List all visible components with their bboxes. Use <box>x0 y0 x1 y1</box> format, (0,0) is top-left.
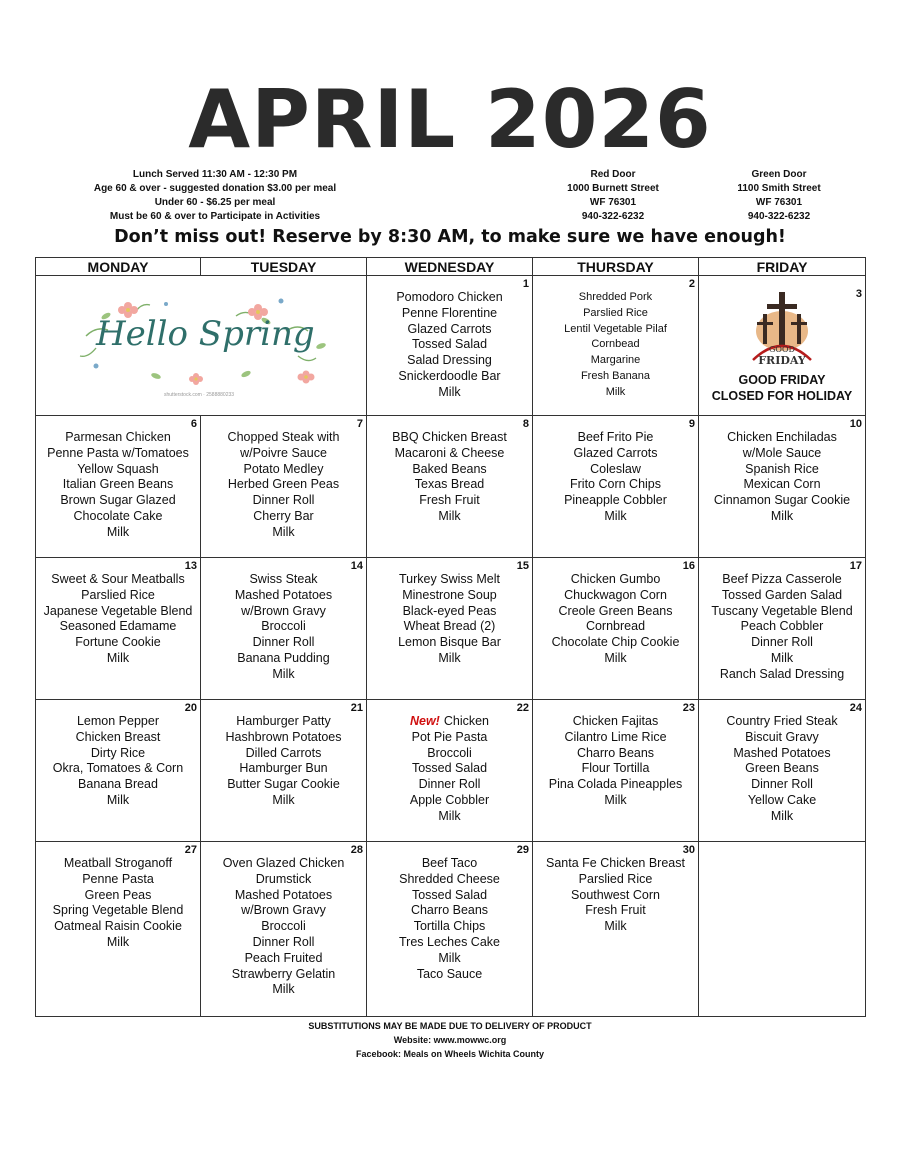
menu-item: Cherry Bar <box>253 508 314 523</box>
menu-item: Pot Pie Pasta <box>411 729 488 744</box>
menu-item: Milk <box>438 508 461 523</box>
day-number: 17 <box>849 560 862 572</box>
day-number: 16 <box>682 560 695 572</box>
menu-item: Milk <box>272 982 295 997</box>
menu-item: Frito Corn Chips <box>570 477 661 492</box>
day-cell <box>367 276 533 416</box>
menu-item: Spanish Rice <box>745 461 819 476</box>
menu-item: Margarine <box>590 354 641 367</box>
menu-item: Beef Pizza Casserole <box>722 572 842 586</box>
day-cell <box>367 700 533 842</box>
menu-item: Turkey Swiss Melt <box>399 572 500 586</box>
menu-item: Milk <box>272 792 295 807</box>
menu-item: Hamburger Bun <box>239 761 328 776</box>
day-number: 6 <box>190 418 197 430</box>
day-number: 13 <box>184 560 197 572</box>
day-cell <box>699 416 866 558</box>
menu-item: Peach Cobbler <box>740 619 824 634</box>
weekday-header: FRIDAY <box>699 258 866 276</box>
week-row <box>36 558 866 700</box>
menu-item: Dinner Roll <box>751 635 813 650</box>
day-cell <box>699 700 866 842</box>
menu-item: Cilantro Lime Rice <box>564 729 667 744</box>
menu-item: Spring Vegetable Blend <box>52 903 184 918</box>
menu-item: Milk <box>438 950 461 965</box>
menu-item: Tossed Salad <box>411 761 488 776</box>
menu-item: Shredded Cheese <box>399 871 500 886</box>
day-number: 22 <box>516 702 529 714</box>
menu-item: Milk <box>604 919 627 934</box>
hello-spring-text: Hello Spring <box>96 314 315 354</box>
menu-item: Green Beans <box>745 761 819 776</box>
menu-item: Milk <box>604 650 627 665</box>
day-number: 20 <box>184 702 197 714</box>
menu-item: Texas Bread <box>414 477 485 492</box>
menu-item: Dinner Roll <box>418 777 481 792</box>
menu-item: Taco Sauce <box>416 966 483 981</box>
menu-item: Country Fried Steak <box>726 714 838 728</box>
day-cell <box>201 416 367 558</box>
menu-item: Pineapple Cobbler <box>564 493 667 508</box>
menu-item: Charro Beans <box>576 745 655 760</box>
menu-item: Minestrone Soup <box>402 587 497 602</box>
menu-items <box>699 558 865 683</box>
menu-item: Dirty Rice <box>90 745 146 760</box>
hello-spring-image <box>36 276 366 416</box>
empty-day-cell <box>699 842 866 1017</box>
menu-item: Banana Pudding <box>237 650 330 665</box>
menu-item: Broccoli <box>427 745 472 760</box>
menu-item: Parslied Rice <box>583 306 648 319</box>
day-cell <box>367 842 533 1017</box>
under-60-price: Under 60 - $6.25 per meal <box>154 197 276 208</box>
day-number: 9 <box>688 418 695 430</box>
menu-item: w/Brown Gravy <box>241 903 326 918</box>
menu-item: Macaroni & Cheese <box>394 445 505 460</box>
red-door-street: 1000 Burnett Street <box>567 183 659 194</box>
day-number: 1 <box>522 278 529 290</box>
menu-item: BBQ Chicken Breast <box>392 430 507 444</box>
day-number: 8 <box>522 418 529 430</box>
menu-item: Southwest Corn <box>571 887 660 902</box>
image-credit: shutterstock.com · 2588880233 <box>164 392 235 398</box>
menu-items <box>699 700 865 825</box>
menu-item: Hamburger Patty <box>236 714 331 728</box>
day-number: 24 <box>849 702 862 714</box>
menu-item: Biscuit Gravy <box>745 729 819 744</box>
weekday-header: WEDNESDAY <box>367 258 533 276</box>
menu-item: Milk <box>106 934 130 949</box>
menu-item: Fresh Fruit <box>419 493 480 508</box>
menu-calendar <box>35 257 866 1017</box>
menu-item: Meatball Stroganoff <box>63 856 173 870</box>
menu-items <box>367 558 532 667</box>
menu-item: Wheat Bread (2) <box>403 619 496 634</box>
menu-item: Mashed Potatoes <box>733 745 831 760</box>
menu-item: Oatmeal Raisin Cookie <box>54 919 182 934</box>
menu-item: Chuckwagon Corn <box>564 587 667 602</box>
menu-item: Sweet & Sour Meatballs <box>51 572 185 586</box>
menu-items <box>36 700 200 809</box>
menu-item: Yellow Squash <box>77 461 159 476</box>
weekday-header-row <box>36 258 866 276</box>
menu-item: Parslied Rice <box>578 871 653 886</box>
day-cell <box>36 416 201 558</box>
menu-item: Pina Colada Pineapples <box>548 777 683 792</box>
menu-item: Herbed Green Peas <box>227 477 340 492</box>
reserve-notice: Don’t miss out! Reserve by 8:30 AM, to make sure we have enough! <box>114 227 786 247</box>
menu-item: Milk <box>438 384 461 399</box>
menu-item: Cornbread <box>585 619 646 634</box>
menu-items <box>533 700 698 809</box>
day-cell <box>36 700 201 842</box>
menu-item: Swiss Steak <box>249 572 318 586</box>
good-friday-icon-line2: FRIDAY <box>758 354 806 366</box>
menu-item: Milk <box>438 650 461 665</box>
menu-items <box>36 558 200 667</box>
menu-item: Banana Bread <box>78 777 158 792</box>
menu-item: Butter Sugar Cookie <box>227 777 340 792</box>
menu-items <box>201 558 366 683</box>
menu-item: Italian Green Beans <box>62 477 174 492</box>
green-door-city: WF 76301 <box>755 197 803 208</box>
menu-item: Milk <box>438 808 461 823</box>
menu-items <box>367 276 532 401</box>
page-title: APRIL 2026 <box>188 73 712 166</box>
menu-item: Mashed Potatoes <box>234 587 333 602</box>
menu-item <box>367 714 532 730</box>
day-cell <box>533 558 699 700</box>
menu-item: Tuscany Vegetable Blend <box>711 603 853 618</box>
menu-item: Dinner Roll <box>252 934 315 949</box>
menu-item: Milk <box>272 524 295 539</box>
menu-items <box>533 276 698 401</box>
menu-item: Mexican Corn <box>743 477 821 492</box>
menu-item: Dinner Roll <box>252 635 315 650</box>
menu-item: Chicken Fajitas <box>572 714 659 728</box>
day-cell <box>36 558 201 700</box>
menu-item: Shredded Pork <box>578 291 653 303</box>
day-cell <box>201 700 367 842</box>
menu-item: Beef Taco <box>421 856 478 870</box>
hello-spring-cell <box>36 276 367 416</box>
menu-item: Hashbrown Potatoes <box>225 729 342 744</box>
holiday-notice <box>699 372 865 404</box>
day-cell <box>201 558 367 700</box>
menu-item: Cinnamon Sugar Cookie <box>713 493 851 508</box>
menu-item: Tres Leches Cake <box>399 934 500 949</box>
menu-items <box>367 416 532 525</box>
day-cell <box>533 276 699 416</box>
menu-item: Chopped Steak with <box>227 430 340 444</box>
day-cell <box>367 558 533 700</box>
menu-item: Chocolate Chip Cookie <box>551 635 680 650</box>
menu-item: Chicken Gumbo <box>570 572 661 586</box>
day-number: 28 <box>350 844 363 856</box>
menu-item: Parmesan Chicken <box>65 430 171 444</box>
menu-item: Parslied Rice <box>81 587 155 602</box>
menu-item: Milk <box>106 792 130 807</box>
day-cell <box>533 700 699 842</box>
week-row <box>36 700 866 842</box>
menu-item: Fresh Fruit <box>585 903 646 918</box>
menu-items <box>201 700 366 809</box>
donation-info: Age 60 & over - suggested donation $3.00 per meal <box>93 183 337 194</box>
menu-items <box>699 842 865 856</box>
holiday-title: GOOD FRIDAY <box>738 373 826 387</box>
menu-item: Beef Frito Pie <box>577 430 654 444</box>
menu-item: Dinner Roll <box>252 493 315 508</box>
lunch-info <box>60 168 370 224</box>
menu-item: Chocolate Cake <box>73 508 163 523</box>
menu-item: Flour Tortilla <box>581 761 650 776</box>
menu-item: w/Brown Gravy <box>241 603 326 618</box>
menu-item: Milk <box>770 508 794 523</box>
day-number: 7 <box>356 418 363 430</box>
menu-item: Coleslaw <box>590 461 641 476</box>
menu-item: Ranch Salad Dressing <box>719 666 845 681</box>
menu-item: Milk <box>604 792 627 807</box>
holiday-closed-text: CLOSED FOR HOLIDAY <box>711 389 853 403</box>
day-number: 14 <box>350 560 363 572</box>
day-cell <box>367 416 533 558</box>
day-cell <box>201 842 367 1017</box>
menu-item: Lentil Vegetable Pilaf <box>564 322 667 335</box>
menu-item: Yellow Cake <box>747 792 817 807</box>
menu-item: Broccoli <box>261 919 306 934</box>
good-friday-icon-line1: GOOD <box>769 345 795 354</box>
menu-item: Milk <box>604 508 627 523</box>
menu-item: Snickerdoodle Bar <box>398 368 501 383</box>
weekday-header: THURSDAY <box>533 258 699 276</box>
menu-item: Chicken Enchiladas <box>727 430 837 444</box>
menu-item: Fortune Cookie <box>75 635 161 650</box>
green-door-name: Green Door <box>751 169 807 180</box>
day-number: 30 <box>682 844 695 856</box>
new-badge: New! <box>409 714 440 728</box>
menu-item: Oven Glazed Chicken <box>222 856 345 870</box>
menu-item: Mashed Potatoes <box>234 887 333 902</box>
red-door-phone: 940-322-6232 <box>581 211 645 222</box>
day-cell <box>36 842 201 1017</box>
menu-item: Tortilla Chips <box>413 919 486 934</box>
menu-item: Milk <box>106 650 130 665</box>
menu-item-text: Chicken <box>443 714 490 728</box>
menu-item: Milk <box>272 666 295 681</box>
menu-items <box>36 842 200 951</box>
menu-item: Black-eyed Peas <box>402 603 497 618</box>
day-number: 29 <box>516 844 529 856</box>
green-door-phone: 940-322-6232 <box>747 211 811 222</box>
day-number: 15 <box>516 560 529 572</box>
age-requirement: Must be 60 & over to Participate in Activities <box>109 211 321 222</box>
menu-item: Penne Florentine <box>401 305 498 320</box>
menu-items <box>201 416 366 541</box>
substitutions-note: SUBSTITUTIONS MAY BE MADE DUE TO DELIVERY OF PRODUCT <box>308 1021 592 1031</box>
menu-items <box>367 842 532 982</box>
day-cell <box>533 842 699 1017</box>
weekday-header: MONDAY <box>36 258 201 276</box>
menu-item: Glazed Carrots <box>407 321 492 336</box>
menu-item: Salad Dressing <box>407 353 492 368</box>
good-friday-cross-icon <box>747 286 817 366</box>
menu-item: Dinner Roll <box>751 777 813 792</box>
menu-item: Penne Pasta w/Tomatoes <box>47 445 189 460</box>
menu-item: Santa Fe Chicken Breast <box>546 856 685 870</box>
menu-items <box>367 700 532 825</box>
day-number: 21 <box>350 702 363 714</box>
day-number: 27 <box>184 844 197 856</box>
menu-item: Green Peas <box>84 887 152 902</box>
red-door-info <box>528 168 698 224</box>
menu-item: Seasoned Edamame <box>59 619 177 634</box>
menu-item: Tossed Garden Salad <box>721 587 843 602</box>
menu-item: w/Poivre Sauce <box>240 445 327 460</box>
menu-item: Brown Sugar Glazed <box>60 493 176 508</box>
menu-item: Peach Fruited <box>244 950 323 965</box>
menu-item: Okra, Tomatoes & Corn <box>52 761 184 776</box>
menu-item: Glazed Carrots <box>573 445 658 460</box>
footer <box>0 1019 900 1061</box>
menu-item: Tossed Salad <box>411 337 488 352</box>
green-door-info <box>694 168 864 224</box>
day-number: 10 <box>849 418 862 430</box>
menu-item: Lemon Bisque Bar <box>398 635 501 650</box>
menu-item: Strawberry Gelatin <box>231 966 336 981</box>
menu-item: Creole Green Beans <box>558 603 673 618</box>
menu-item: Baked Beans <box>412 461 487 476</box>
red-door-city: WF 76301 <box>589 197 637 208</box>
menu-item: Dilled Carrots <box>245 745 322 760</box>
menu-item: w/Mole Sauce <box>742 445 822 460</box>
menu-item: Cornbead <box>591 338 640 351</box>
menu-item: Milk <box>605 385 626 398</box>
menu-item: Apple Cobbler <box>409 792 490 807</box>
menu-item: Charro Beans <box>410 903 489 918</box>
day-number: 3 <box>855 288 862 300</box>
menu-item: Japanese Vegetable Blend <box>43 603 193 618</box>
day-cell <box>533 416 699 558</box>
lunch-hours: Lunch Served 11:30 AM - 12:30 PM <box>132 169 298 180</box>
menu-item: Penne Pasta <box>82 871 154 886</box>
weekday-header: TUESDAY <box>201 258 367 276</box>
menu-item: Chicken Breast <box>75 729 161 744</box>
menu-items <box>533 416 698 525</box>
day-cell <box>699 276 866 416</box>
week-row <box>36 276 866 416</box>
menu-items <box>533 842 698 935</box>
menu-item: Fresh Banana <box>580 369 651 382</box>
menu-items <box>533 558 698 667</box>
day-number: 2 <box>688 278 695 290</box>
menu-item: Pomodoro Chicken <box>396 290 503 304</box>
menu-item: Potato Medley <box>243 461 324 476</box>
facebook: Facebook: Meals on Wheels Wichita County <box>356 1049 544 1059</box>
menu-item: Drumstick <box>255 871 312 886</box>
menu-item: Milk <box>770 650 794 665</box>
week-row <box>36 416 866 558</box>
green-door-street: 1100 Smith Street <box>737 183 821 194</box>
menu-items <box>201 842 366 998</box>
menu-items <box>699 416 865 525</box>
menu-item: Milk <box>106 524 130 539</box>
website: Website: www.mowwc.org <box>393 1035 507 1045</box>
day-number: 23 <box>682 702 695 714</box>
red-door-name: Red Door <box>590 169 636 180</box>
menu-item: Lemon Pepper <box>76 714 159 728</box>
menu-item: Milk <box>770 808 794 823</box>
menu-item: Broccoli <box>261 619 306 634</box>
day-cell <box>699 558 866 700</box>
week-row <box>36 842 866 1017</box>
menu-items <box>36 416 200 541</box>
menu-item: Tossed Salad <box>411 887 488 902</box>
